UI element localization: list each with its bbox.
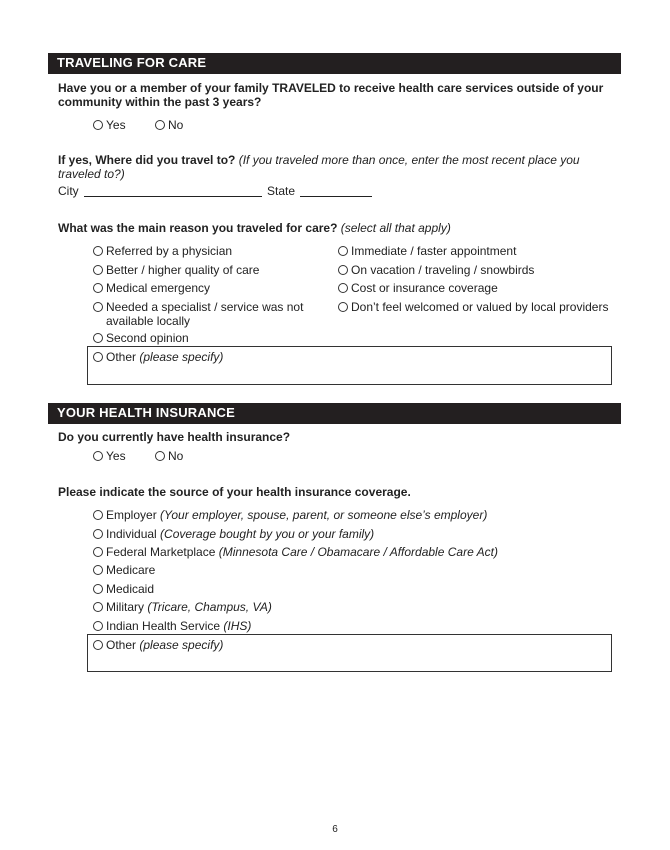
option-other-insurance[interactable]: Other (please specify) [93, 638, 223, 652]
state-label: State [267, 184, 296, 198]
radio-circle-icon [93, 584, 103, 594]
question-have-insurance: Do you currently have health insurance? [58, 430, 291, 444]
checkbox-better-quality[interactable]: Better / higher quality of care [93, 263, 259, 277]
radio-circle-icon [93, 602, 103, 612]
city-label: City [58, 184, 79, 198]
option-federal-marketplace[interactable]: Federal Marketplace (Minnesota Care / Obamacare / Affordable Care Act) [93, 545, 498, 559]
radio-circle-icon [93, 451, 103, 461]
option-military[interactable]: Military (Tricare, Champus, VA) [93, 600, 272, 614]
option-indian-health-service[interactable]: Indian Health Service (IHS) [93, 619, 251, 633]
question-traveled: Have you or a member of your family TRAVELED to receive health care services outside of your community within the past 3 years? [58, 81, 604, 109]
checkbox-faster-appointment[interactable]: Immediate / faster appointment [338, 244, 516, 258]
radio-traveled-yes[interactable]: Yes [93, 118, 126, 132]
question-insurance-source: Please indicate the source of your health insurance coverage. [58, 485, 411, 499]
section-title: TRAVELING FOR CARE [57, 55, 207, 70]
radio-circle-icon [93, 246, 103, 256]
radio-traveled-no[interactable]: No [155, 118, 183, 132]
radio-circle-icon [93, 302, 103, 312]
checkbox-other-travel[interactable]: Other (please specify) [93, 350, 223, 364]
radio-circle-icon [93, 565, 103, 575]
option-medicaid[interactable]: Medicaid [93, 582, 154, 596]
section-title: YOUR HEALTH INSURANCE [57, 405, 236, 420]
radio-circle-icon [93, 333, 103, 343]
radio-circle-icon [155, 120, 165, 130]
checkbox-cost-insurance[interactable]: Cost or insurance coverage [338, 281, 498, 295]
radio-circle-icon [93, 120, 103, 130]
radio-circle-icon [338, 265, 348, 275]
section-header-insurance [48, 403, 621, 424]
option-medicare[interactable]: Medicare [93, 563, 155, 577]
radio-circle-icon [93, 529, 103, 539]
question-where: If yes, Where did you travel to? (If you traveled more than once, enter the most recent place you traveled to?) [58, 153, 580, 181]
section-header-traveling [48, 53, 621, 74]
radio-circle-icon [338, 283, 348, 293]
radio-circle-icon [93, 547, 103, 557]
radio-circle-icon [93, 352, 103, 362]
radio-circle-icon [93, 265, 103, 275]
radio-circle-icon [338, 246, 348, 256]
checkbox-vacation[interactable]: On vacation / traveling / snowbirds [338, 263, 534, 277]
city-input-line[interactable] [84, 196, 262, 197]
checkbox-referred[interactable]: Referred by a physician [93, 244, 232, 258]
radio-circle-icon [93, 640, 103, 650]
question-reason: What was the main reason you traveled for care? (select all that apply) [58, 221, 451, 235]
checkbox-specialist[interactable]: Needed a specialist / service was not available locally [93, 300, 326, 328]
radio-circle-icon [93, 283, 103, 293]
state-input-line[interactable] [300, 196, 372, 197]
radio-circle-icon [93, 621, 103, 631]
radio-circle-icon [338, 302, 348, 312]
radio-circle-icon [155, 451, 165, 461]
checkbox-medical-emergency[interactable]: Medical emergency [93, 281, 210, 295]
radio-insurance-yes[interactable]: Yes [93, 449, 126, 463]
checkbox-not-welcomed[interactable]: Don’t feel welcomed or valued by local providers [338, 300, 611, 314]
radio-insurance-no[interactable]: No [155, 449, 183, 463]
option-employer[interactable]: Employer (Your employer, spouse, parent, or someone else’s employer) [93, 508, 487, 522]
radio-circle-icon [93, 510, 103, 520]
page-number: 6 [332, 824, 338, 835]
checkbox-second-opinion[interactable]: Second opinion [93, 331, 189, 345]
option-individual[interactable]: Individual (Coverage bought by you or your family) [93, 527, 374, 541]
